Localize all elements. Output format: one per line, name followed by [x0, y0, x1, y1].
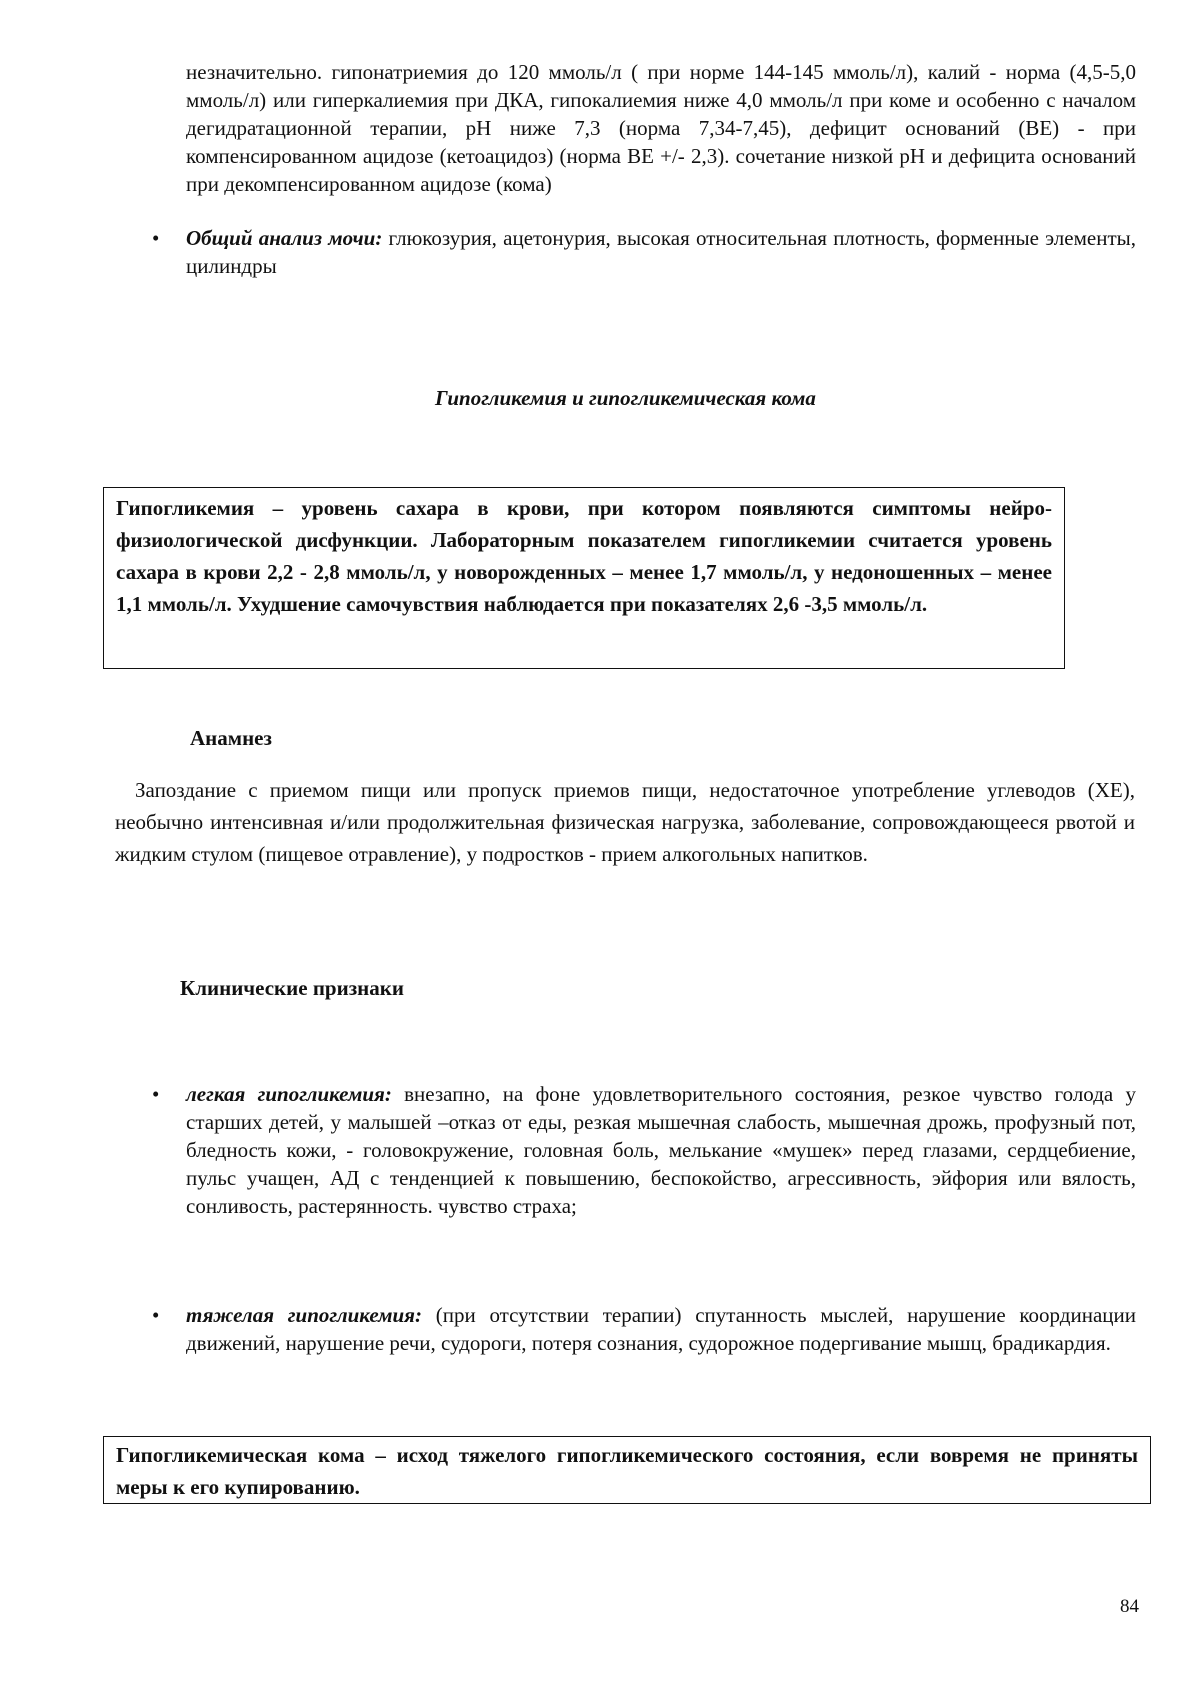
- urine-analysis-item: [152, 224, 1136, 280]
- lab-results-paragraph: незначительно. гипонатриемия до 120 ммоль/л ( при норме 144-145 ммоль/л), калий - норма (4,5-5,0 ммоль/л) или гиперкалиемия при ДКА, гипокалиемия ниже 4,0 ммоль/л при коме и особенно с началом дегидратационной терапии, pH ниже 7,3 (норма 7,34-7,45), дефицит оснований (ВЕ) - при компенсированном ацидозе (кетоацидоз) (норма ВЕ +/- 2,3). сочетание низкой pH и дефицита оснований при декомпенсированном ацидозе (кома): [186, 60, 1136, 196]
- page-number: 84: [1120, 1596, 1139, 1617]
- bullet-icon: •: [152, 1303, 160, 1327]
- urine-analysis-text: глюкозурия, ацетонурия, высокая относительная плотность, форменные элементы, цилиндры: [186, 226, 1136, 278]
- hypoglycemic-coma-box: Гипогликемическая кома – исход тяжелого гипогликемического состояния, если вовремя не приняты меры к его купированию.: [103, 1436, 1151, 1504]
- severe-hypoglycemia-text: (при отсутствии терапии) спутанность мыслей, нарушение координации движений, нарушение речи, судороги, потеря сознания, судорожное подергивание мышц, брадикардия.: [186, 1303, 1136, 1355]
- mild-hypoglycemia-item: [152, 1080, 1136, 1220]
- bullet-icon: •: [152, 1082, 160, 1106]
- mild-hypoglycemia-label: легкая гипогликемия:: [186, 1082, 392, 1106]
- severe-hypoglycemia-label: тяжелая гипогликемия:: [186, 1303, 422, 1327]
- hypoglycemia-definition-box: Гипогликемия – уровень сахара в крови, при котором появляются симптомы нейро-физиологической дисфункции. Лабораторным показателем гипогликемии считается уровень сахара в крови 2,2 - 2,8 ммоль/л, у новорожденных – менее 1,7 ммоль/л, у недоношенных – менее 1,1 ммоль/л. Ухудшение самочувствия наблюдается при показателях 2,6 -3,5 ммоль/л.: [103, 487, 1065, 669]
- clinical-signs-heading: Клинические признаки: [180, 976, 404, 1000]
- urine-analysis-label: Общий анализ мочи:: [186, 226, 383, 250]
- bullet-icon: •: [152, 226, 160, 250]
- anamnesis-text: Запоздание с приемом пищи или пропуск приемов пищи, недостаточное употребление углеводов (ХЕ), необычно интенсивная и/или продолжительная физическая нагрузка, заболевание, сопровождающееся рвотой и жидким стулом (пищевое отравление), у подростков - прием алкогольных напитков.: [115, 778, 1135, 866]
- section-title: Гипогликемия и гипогликемическая кома: [435, 386, 816, 410]
- mild-hypoglycemia-text: внезапно, на фоне удовлетворительного состояния, резкое чувство голода у старших детей, у малышей –отказ от еды, резкая мышечная слабость, мышечная дрожь, профузный пот, бледность кожи, - головокружение, головная боль, мелькание «мушек» перед глазами, сердцебиение, пульс учащен, АД с тенденцией к повышению, беспокойство, агрессивность, эйфория или вялость, сонливость, растерянность. чувство страха;: [186, 1082, 1136, 1218]
- severe-hypoglycemia-item: [152, 1301, 1136, 1357]
- anamnesis-heading: Анамнез: [190, 726, 272, 750]
